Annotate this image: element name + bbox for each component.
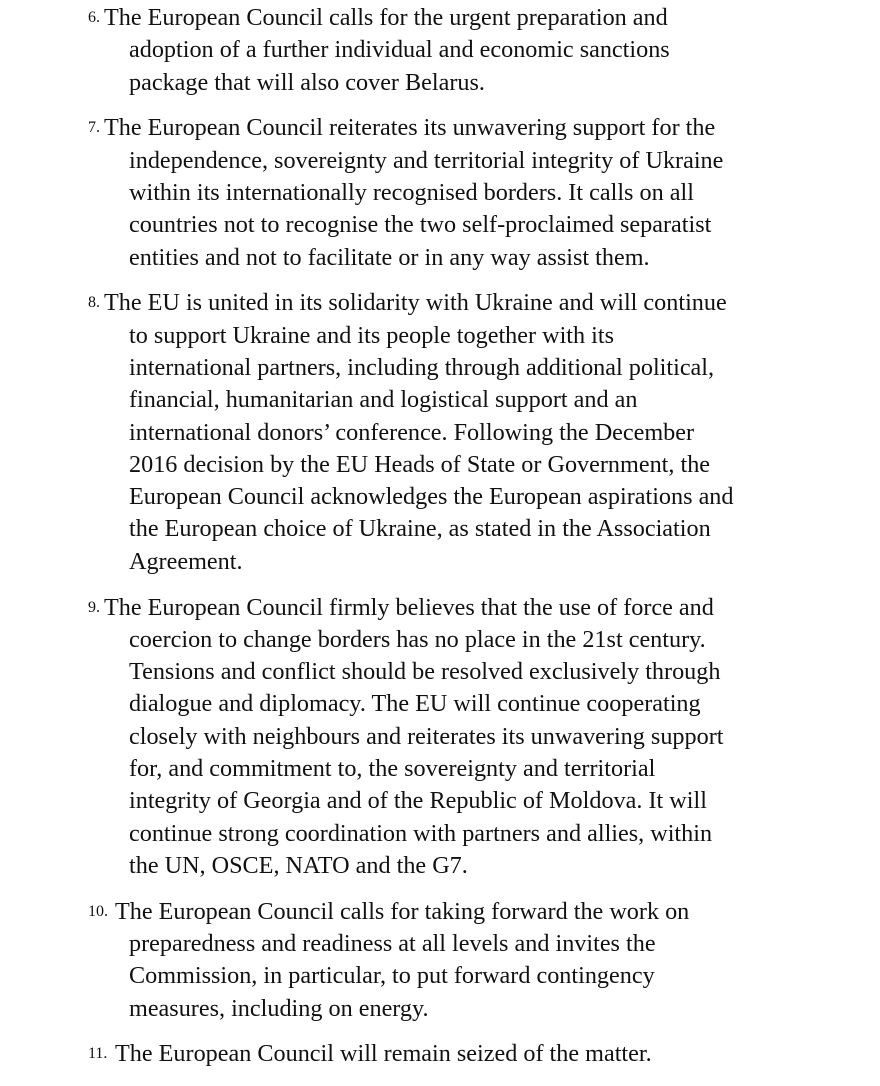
paragraph-line: package that will also cover Belarus.: [129, 68, 485, 96]
paragraph-11: [0, 1038, 840, 1070]
paragraph-line: integrity of Georgia and of the Republic of Moldova. It will: [129, 787, 707, 815]
paragraph-number: 11.: [88, 1045, 108, 1063]
paragraph-line: international donors’ conference. Following the December: [129, 418, 695, 446]
paragraph-number: 6.: [88, 9, 100, 26]
paragraph-line: closely with neighbours and reiterates its unwavering support: [129, 722, 724, 750]
paragraph-line: continue strong coordination with partners and allies, within: [129, 819, 713, 847]
paragraph-line: The European Council calls for taking forward the work on: [115, 897, 690, 925]
paragraph-line: adoption of a further individual and economic sanctions: [129, 36, 670, 64]
paragraph-line: The European Council reiterates its unwavering support for the: [104, 114, 716, 142]
paragraph-line: The EU is united in its solidarity with Ukraine and will continue: [104, 289, 727, 317]
paragraph-7: [0, 112, 840, 273]
paragraph-line: entities and not to facilitate or in any way assist them.: [129, 243, 650, 271]
paragraph-line: Tensions and conflict should be resolved exclusively through: [129, 658, 721, 686]
paragraph-line: coercion to change borders has no place in the 21st century.: [129, 625, 706, 653]
paragraph-line: European Council acknowledges the European aspirations and: [129, 483, 734, 511]
paragraph-line: 2016 decision by the EU Heads of State or Government, the: [129, 450, 711, 478]
paragraph-line: dialogue and diplomacy. The EU will continue cooperating: [129, 690, 701, 718]
paragraph-line: the European choice of Ukraine, as stated in the Association: [129, 515, 711, 543]
paragraph-8: [0, 287, 840, 578]
paragraph-line: independence, sovereignty and territorial integrity of Ukraine: [129, 146, 724, 174]
paragraph-9: [0, 592, 840, 883]
paragraph-line: countries not to recognise the two self-proclaimed separatist: [129, 211, 712, 239]
paragraph-number: 9.: [88, 598, 100, 616]
paragraph-line: Commission, in particular, to put forward contingency: [129, 962, 655, 990]
paragraph-line: measures, including on energy.: [129, 994, 429, 1022]
paragraph-line: The European Council will remain seized of the matter.: [115, 1040, 652, 1068]
paragraph-line: The European Council firmly believes that the use of force and: [104, 593, 714, 621]
paragraph-line: preparedness and readiness at all levels and invites the: [129, 930, 656, 958]
paragraph-line: financial, humanitarian and logistical support and an: [129, 386, 638, 414]
paragraph-line: for, and commitment to, the sovereignty and territorial: [129, 755, 656, 783]
paragraph-line: The European Council calls for the urgent preparation and: [104, 4, 668, 31]
paragraph-number: 10.: [88, 902, 108, 920]
paragraph-number: 7.: [88, 119, 100, 137]
paragraph-10: [0, 896, 840, 1025]
paragraph-line: international partners, including through additional political,: [129, 353, 715, 381]
paragraph-6: [0, 2, 840, 99]
paragraph-line: the UN, OSCE, NATO and the G7.: [129, 851, 468, 879]
paragraph-line: within its internationally recognised borders. It calls on all: [129, 178, 694, 206]
paragraph-number: 8.: [88, 294, 100, 312]
paragraph-line: Agreement.: [129, 547, 243, 575]
paragraph-line: to support Ukraine and its people together with its: [129, 321, 615, 349]
